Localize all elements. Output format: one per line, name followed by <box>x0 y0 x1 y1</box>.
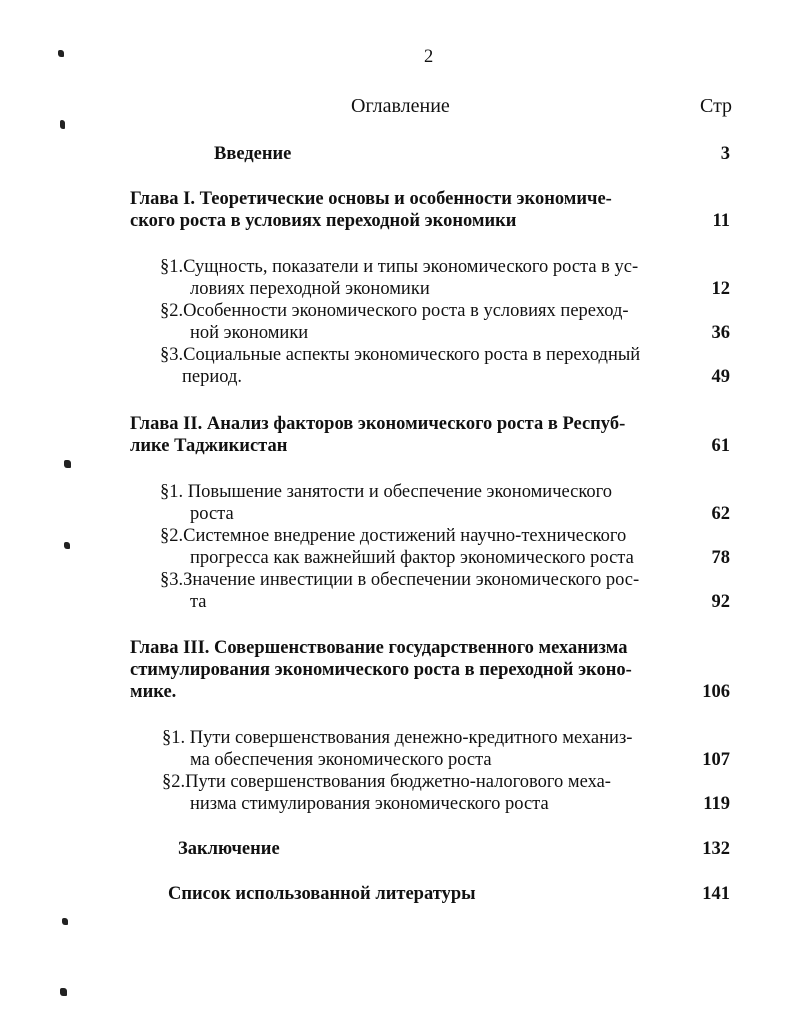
toc-section-3-2-line-1: §2.Пути совершенствования бюджетно-налогового меха- <box>162 772 611 792</box>
toc-section-3-1-line-1: §1. Пути совершенствования денежно-кредитного механиз- <box>162 728 633 748</box>
toc-section-1-1-line-1: §1.Сущность, показатели и типы экономического роста в ус- <box>160 257 639 277</box>
toc-page-bibliography: 141 <box>702 884 730 904</box>
toc-page-intro: 3 <box>720 144 730 164</box>
toc-section-1-2-line-2: ной экономики <box>190 323 309 343</box>
toc-page-section-1-3: 49 <box>711 367 730 387</box>
toc-section-2-1-line-1: §1. Повышение занятости и обеспечение экономического <box>160 482 613 502</box>
toc-page-section-2-3: 92 <box>711 592 730 612</box>
scan-mark <box>64 460 71 468</box>
page-column-label: Стр <box>700 95 733 117</box>
toc-section-2-2-line-2: прогресса как важнейший фактор экономического роста <box>190 548 634 568</box>
scan-mark <box>58 50 64 57</box>
toc-page-section-2-2: 78 <box>711 548 730 568</box>
scan-mark <box>62 918 68 925</box>
toc-page-conclusion: 132 <box>702 839 730 859</box>
toc-section-2-3-line-2: та <box>190 592 207 612</box>
toc-entry-intro: Введение <box>214 144 292 164</box>
toc-page-section-3-1: 107 <box>702 750 730 770</box>
toc-page-chapter-1: 11 <box>712 211 730 231</box>
toc-page-chapter-3: 106 <box>702 682 730 702</box>
toc-page-section-1-2: 36 <box>711 323 730 343</box>
toc-chapter-3-line-2: стимулирования экономического роста в переходной эконо- <box>130 660 632 680</box>
toc-chapter-3-line-1: Глава III. Совершенствование государственного механизма <box>130 638 628 658</box>
toc-chapter-2-line-2: лике Таджикистан <box>130 436 288 456</box>
toc-page-section-2-1: 62 <box>711 504 730 524</box>
toc-chapter-1-line-1: Глава I. Теоретические основы и особенности экономиче- <box>130 189 612 209</box>
toc-entry-conclusion: Заключение <box>178 839 280 859</box>
toc-section-1-3-line-1: §3.Социальные аспекты экономического роста в переходный <box>160 345 641 365</box>
toc-chapter-1-line-2: ского роста в условиях переходной экономики <box>130 211 517 231</box>
toc-section-3-2-line-2: низма стимулирования экономического роста <box>190 794 549 814</box>
toc-section-2-2-line-1: §2.Системное внедрение достижений научно-технического <box>160 526 627 546</box>
toc-chapter-3-line-3: мике. <box>130 682 177 702</box>
page-number: 2 <box>424 47 434 67</box>
toc-title: Оглавление <box>351 95 450 117</box>
toc-page-section-3-2: 119 <box>703 794 730 814</box>
toc-page-section-1-1: 12 <box>711 279 730 299</box>
toc-entry-bibliography: Список использованной литературы <box>168 884 476 904</box>
toc-section-1-2-line-1: §2.Особенности экономического роста в условиях переход- <box>160 301 629 321</box>
toc-page-chapter-2: 61 <box>711 436 730 456</box>
toc-section-1-3-line-2: период. <box>182 367 243 387</box>
toc-section-2-3-line-1: §3.Значение инвестиции в обеспечении экономического рос- <box>160 570 640 590</box>
toc-section-3-1-line-2: ма обеспечения экономического роста <box>190 750 492 770</box>
toc-section-2-1-line-2: роста <box>190 504 234 524</box>
toc-section-1-1-line-2: ловиях переходной экономики <box>190 279 430 299</box>
scan-mark <box>60 120 65 129</box>
toc-chapter-2-line-1: Глава II. Анализ факторов экономического роста в Респуб- <box>130 414 626 434</box>
scan-mark <box>60 988 67 996</box>
scan-mark <box>64 542 70 549</box>
